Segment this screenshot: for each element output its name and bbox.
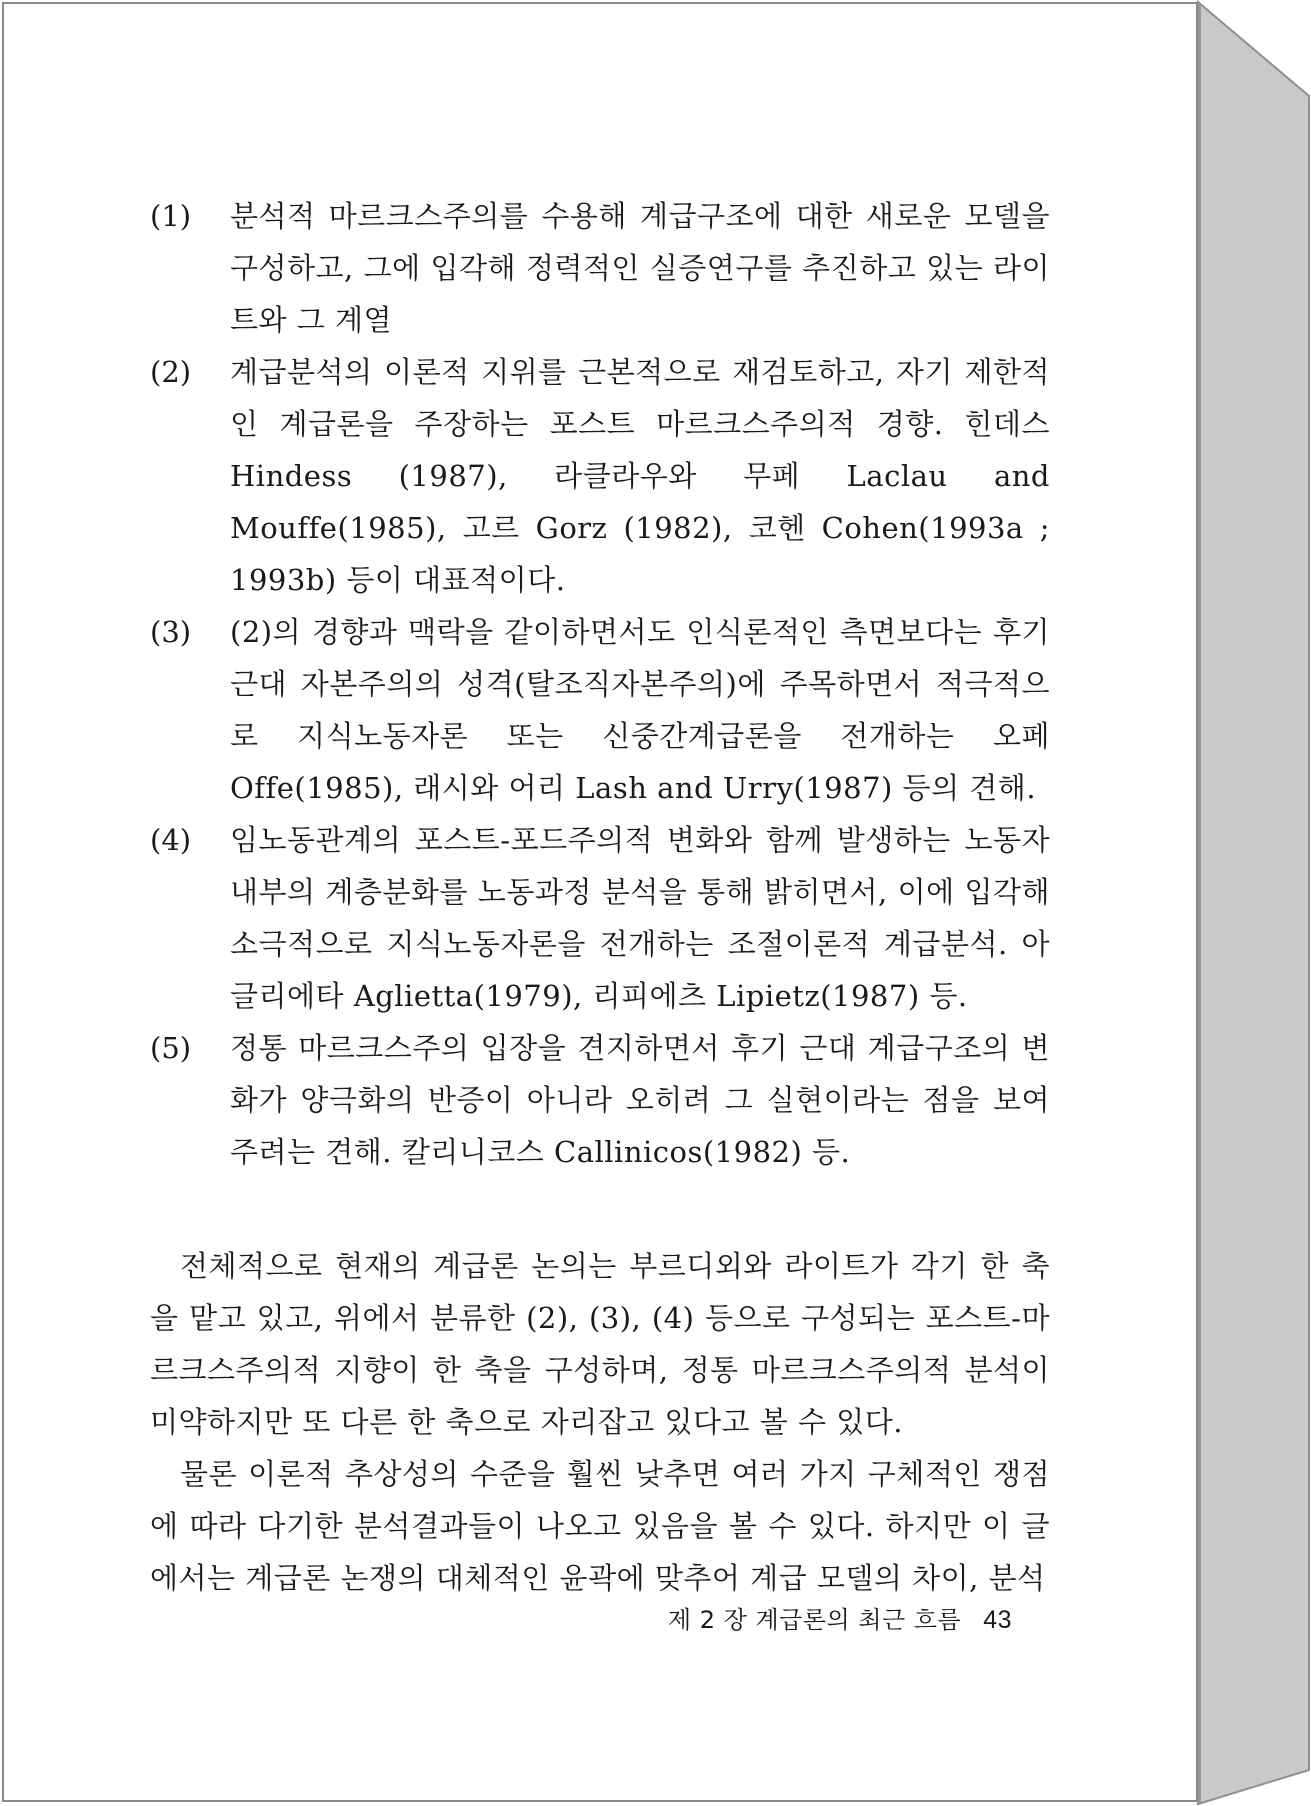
enumerated-list [150, 190, 1050, 1178]
list-item-text: 계급분석의 이론적 지위를 근본적으로 재검토하고, 자기 제한적인 계급론을 주장하는 포스트 마르크스주의적 경향. 힌데스 Hindess (1987), 라클라우와 무페 Laclau and Mouffe(1985), 고르 Gorz (1982), 코헨 Cohen(1993a ; 1993b) 등이 대표적이다. [230, 355, 1050, 597]
list-item-number: (2) [150, 355, 192, 389]
body-paragraph: 물론 이론적 추상성의 수준을 훨씬 낮추면 여러 가지 구체적인 쟁점에 따라 다기한 분석결과들이 나오고 있음을 볼 수 있다. 하지만 이 글에서는 계급론 논쟁의 대체적인 윤곽에 맞추어 계급 모델의 차이, 분석 [150, 1457, 1050, 1595]
list-item [150, 190, 1050, 346]
list-item-text: 정통 마르크스주의 입장을 견지하면서 후기 근대 계급구조의 변화가 양극화의 반증이 아니라 오히려 그 실현이라는 점을 보여 주려는 견해. 칼리니코스 Callinicos(1982) 등. [230, 1031, 1050, 1169]
running-footer [0, 1600, 1012, 1635]
list-item-number: (4) [150, 823, 192, 857]
list-item [150, 606, 1050, 814]
list-item [150, 814, 1050, 1022]
body-paragraph: 전체적으로 현재의 계급론 논의는 부르디외와 라이트가 각기 한 축을 맡고 있고, 위에서 분류한 (2), (3), (4) 등으로 구성되는 포스트-마르크스주의적 지향이 한 축을 구성하며, 정통 마르크스주의적 분석이 미약하지만 또 다른 한 축으로 자리잡고 있다고 볼 수 있다. [150, 1249, 1050, 1439]
list-item-text: 임노동관계의 포스트-포드주의적 변화와 함께 발생하는 노동자 내부의 계층분화를 노동과정 분석을 통해 밝히면서, 이에 입각해 소극적으로 지식노동자론을 전개하는 조절이론적 계급분석. 아글리에타 Aglietta(1979), 리피에츠 Lipietz(1987) 등. [230, 823, 1050, 1013]
list-item-number: (1) [150, 199, 192, 233]
page-number: 43 [983, 1606, 1012, 1634]
list-item [150, 346, 1050, 606]
list-item-number: (3) [150, 615, 192, 649]
list-item-number: (5) [150, 1031, 192, 1065]
list-item [150, 1022, 1050, 1178]
page-content [150, 190, 1050, 1604]
list-item-text: 분석적 마르크스주의를 수용해 계급구조에 대한 새로운 모델을 구성하고, 그에 입각해 정력적인 실증연구를 추진하고 있는 라이트와 그 계열 [230, 199, 1050, 337]
list-item-text: (2)의 경향과 맥락을 같이하면서도 인식론적인 측면보다는 후기근대 자본주의의 성격(탈조직자본주의)에 주목하면서 적극적으로 지식노동자론 또는 신중간계급론을 전개하는 오페 Offe(1985), 래시와 어리 Lash and Urry(1987) 등의 견해. [230, 615, 1050, 805]
chapter-title: 제 2 장 계급론의 최근 흐름 [667, 1606, 962, 1634]
